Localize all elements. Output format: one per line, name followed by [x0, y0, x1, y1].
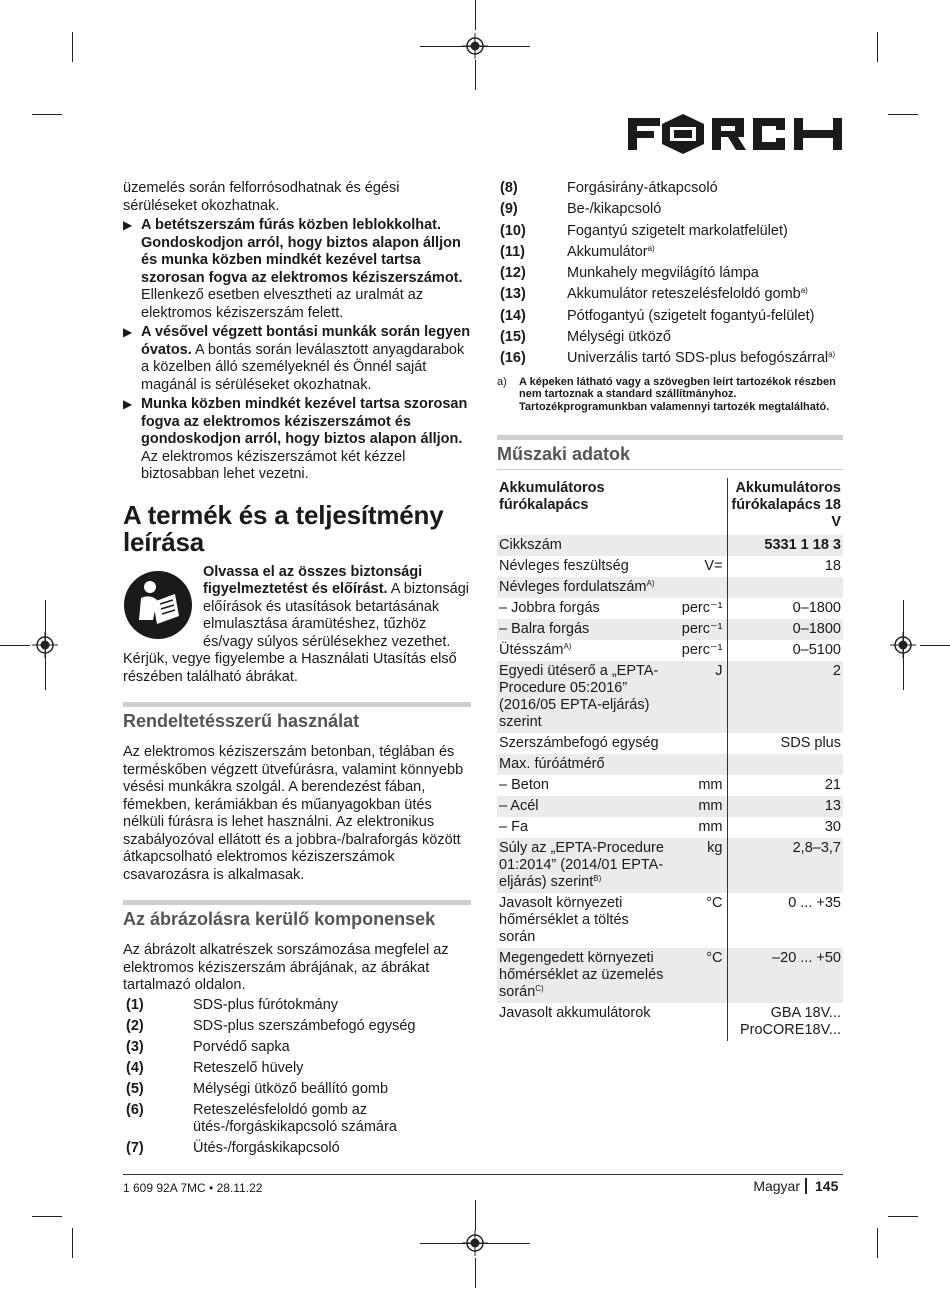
- item-label: Porvédő sapka: [193, 1038, 290, 1055]
- item-label: Be-/kikapcsoló: [567, 201, 662, 218]
- crop-mark: [888, 114, 918, 115]
- tech-data-table: [497, 478, 843, 1041]
- table-cell-unit: perc⁻¹: [669, 640, 727, 661]
- table-cell-unit: °C: [669, 893, 727, 948]
- list-item: [497, 265, 843, 283]
- item-number: (14): [500, 307, 526, 324]
- table-cell-value: 13: [727, 796, 843, 817]
- safety-normal: A biztonsági előírások és utasítások betartásának elmulasztása áramütéshez, tűzhöz és/vagy súlyos sérülésekhez vezethet.: [203, 581, 469, 650]
- list-item: [497, 350, 843, 368]
- crop-mark: [72, 32, 73, 62]
- table-cell-label: – Fa: [499, 819, 529, 836]
- table-cell-value: 0–1800: [727, 619, 843, 640]
- table-row: [497, 948, 843, 1003]
- components-intro: Az ábrázolt alkatrészek sorszámozása megfelel az elektromos kéziszerszám ábrájának, az ábrákat tartalmazó oldalon.: [123, 942, 449, 993]
- table-cell-label: – Beton: [499, 777, 549, 794]
- table-row: [497, 535, 843, 556]
- bullet-triangle-icon: ▶: [123, 397, 133, 411]
- footer-divider: [805, 1178, 807, 1194]
- warning-normal: Az elektromos kéziszerszámot két kézzel biztosabban lehet vezetni.: [141, 448, 406, 482]
- table-cell-label: Javasolt akkumulátorok: [499, 1005, 651, 1022]
- warning-bold: A betétszerszám fúrás közben leblokkolhat. Gondoskodjon arról, hogy biztos alapon álljon és munka közben mindkét kezével tartsa szorosan fogva az elektromos kéziszerszámot.: [141, 217, 463, 286]
- left-column: [123, 180, 471, 1161]
- item-number: (2): [126, 1017, 144, 1034]
- table-cell-value: 5331 1 18 3: [727, 535, 843, 556]
- item-number: (4): [126, 1059, 144, 1076]
- table-cell-value: [727, 577, 843, 598]
- crop-mark: [877, 32, 878, 62]
- registration-mark-icon: [890, 632, 916, 658]
- table-cell-label: Névleges feszültség: [499, 558, 629, 575]
- intro-paragraph: üzemelés során felforrósodhatnak és égési sérüléseket okozhatnak.: [123, 180, 400, 214]
- list-item: [123, 1060, 471, 1078]
- table-cell-unit: [669, 733, 727, 754]
- table-cell-value: 30: [824, 819, 841, 836]
- use-title: Rendeltetésszerű használat: [123, 702, 471, 732]
- document-id: 1 609 92A 7MC • 28.11.22: [123, 1181, 263, 1195]
- footnote: [497, 376, 843, 414]
- table-header-row: [497, 478, 843, 535]
- table-row: [497, 817, 843, 838]
- table-cell-value: 2: [727, 661, 843, 733]
- header-cell: [669, 478, 727, 535]
- table-cell-value: [727, 754, 843, 775]
- item-label: SDS-plus szerszámbefogó egység: [193, 1017, 416, 1034]
- table-row: [497, 775, 843, 796]
- table-cell-unit: perc⁻¹: [669, 598, 727, 619]
- table-cell-unit: kg: [669, 838, 727, 893]
- crop-mark: [32, 114, 62, 115]
- registration-mark-icon: [462, 33, 488, 59]
- warning-item: [123, 324, 471, 394]
- footer-rule: [123, 1174, 843, 1175]
- section-title: A termék és a teljesítmény leírása: [123, 499, 444, 557]
- item-label: Reteszelésfeloldó gomb az ütés-/forgáskikapcsoló számára: [193, 1101, 397, 1135]
- forch-logo: [628, 114, 842, 154]
- table-cell-label: Súly az „EPTA-Procedure 01:2014” (2014/01 EPTA-eljárás) szerint$^{B)}$: [497, 838, 669, 893]
- crop-mark: [475, 1258, 476, 1288]
- item-number: (16): [500, 350, 526, 367]
- safety-notice: [123, 564, 471, 652]
- table-cell-value: 0–5100: [792, 642, 841, 659]
- components-title: Az ábrázolásra kerülő komponensek: [123, 900, 471, 930]
- table-row: [497, 796, 843, 817]
- list-item: [123, 1018, 471, 1036]
- list-item: [497, 180, 843, 198]
- table-cell-label: – Jobbra forgás: [499, 600, 600, 617]
- item-label: Forgásirány-átkapcsoló: [567, 180, 718, 196]
- list-item: [497, 329, 843, 347]
- item-label: Ütés-/forgáskikapcsoló: [193, 1140, 340, 1156]
- table-cell-unit: mm: [669, 775, 727, 796]
- list-item: [123, 997, 471, 1015]
- item-number: (15): [500, 329, 526, 346]
- table-cell-value: –20 ... +50: [727, 948, 843, 1003]
- table-cell-value: 0 ... +35: [788, 895, 841, 912]
- footnote-text: A képeken látható vagy a szövegben leírt tartozékok részben nem tartoznak a standard szállítmányhoz. Tartozékprogramunkban valamennyi tartozék megtalálható.: [519, 375, 836, 413]
- warning-bold: A vésővel végzett bontási munkák során legyen óvatos.: [141, 324, 471, 358]
- item-number: (6): [126, 1101, 144, 1118]
- components-list: [123, 997, 471, 1158]
- item-number: (5): [126, 1080, 144, 1097]
- page-number: 145: [815, 1178, 839, 1194]
- table-cell-unit: V=: [669, 556, 727, 577]
- table-cell-label: Megengedett környezeti hőmérséklet az üzemelés során$^{C)}$: [497, 948, 669, 1003]
- table-row: [497, 838, 843, 893]
- warning-normal: A bontás során leválasztott anyagdarabok a közelben álló személyeknél és Önnél saját magánál is sérüléseket okozhatnak.: [141, 341, 465, 393]
- crop-mark: [877, 1228, 878, 1258]
- list-item: [123, 1039, 471, 1057]
- header-cell: Akkumulátoros fúrókalapács: [499, 480, 605, 514]
- warning-item: [123, 396, 471, 484]
- safety-bold: Olvassa el az összes biztonsági figyelmeztetést és előírást.: [203, 563, 423, 597]
- item-label: Munkahely megvilágító lámpa: [567, 265, 759, 282]
- item-number: (12): [500, 265, 526, 282]
- table-row: [497, 598, 843, 619]
- table-row: [497, 661, 843, 733]
- item-label: Pótfogantyú (szigetelt fogantyú-felület): [567, 307, 815, 324]
- tech-title: Műszaki adatok: [497, 435, 843, 465]
- warning-normal: Ellenkező esetben elvesztheti az uralmát az elektromos kéziszerszám felett.: [141, 287, 424, 321]
- table-cell-label: – Balra forgás: [497, 619, 669, 640]
- list-item: [497, 201, 843, 219]
- registration-mark-icon: [462, 1230, 488, 1256]
- warning-item: [123, 217, 471, 322]
- item-label: Fogantyú szigetelt markolatfelület): [567, 222, 788, 239]
- warning-bold: Munka közben mindkét kezével tartsa szorosan fogva az elektromos kéziszerszámot és gondoskodjon arról, hogy biztos alapon álljon.: [141, 396, 468, 447]
- table-cell-label: Egyedi ütéserő a „EPTA-Procedure 05:2016” (2016/05 EPTA-eljárás) szerint: [497, 661, 669, 733]
- table-cell-unit: [669, 577, 727, 598]
- table-cell-unit: [669, 1003, 727, 1041]
- table-cell-unit: perc⁻¹: [669, 619, 727, 640]
- item-label: Reteszelő hüvely: [193, 1059, 304, 1076]
- table-cell-unit: °C: [669, 948, 727, 1003]
- table-cell-label: Ütésszám$^{A)}$: [499, 642, 572, 659]
- crop-mark: [888, 1216, 918, 1217]
- item-number: (9): [500, 201, 518, 218]
- table-row: [497, 893, 843, 948]
- item-number: (7): [126, 1140, 144, 1156]
- list-item: [123, 1081, 471, 1099]
- table-cell-unit: mm: [669, 796, 727, 817]
- item-label: Univerzális tartó SDS-plus befogószárral$^{a)}$: [567, 350, 836, 367]
- table-cell-value: 18: [824, 558, 841, 575]
- crop-mark: [32, 1216, 62, 1217]
- item-label: Mélységi ütköző beállító gomb: [193, 1080, 389, 1097]
- table-cell-value: 0–1800: [792, 600, 841, 617]
- item-label: Akkumulátor$^{a)}$: [567, 243, 655, 260]
- table-row: [497, 1003, 843, 1041]
- item-number: (3): [126, 1038, 144, 1055]
- table-cell-value: GBA 18V... ProCORE18V...: [739, 1005, 841, 1039]
- list-item: [497, 223, 843, 241]
- item-number: (11): [500, 243, 525, 260]
- list-item: [123, 1102, 471, 1137]
- list-item: [123, 1140, 471, 1158]
- use-text: Az elektromos kéziszerszám betonban, téglában és terméskőben végzett ütvefúrásra, valamint könnyebb vésési munkákra szolgál. A berendezést fában, fémekben, kerámiákban és műanyagokban ütés nélküli fúrásra is lehet használni. Az elektronikus szabályozóval ellátott és a jobbra-/balraforgás között átkapcsolható elektromos kéziszerszámok csavarozásra is alkalmasak.: [123, 744, 464, 883]
- components-list-continued: [497, 180, 843, 368]
- item-label: SDS-plus fúrótokmány: [193, 996, 339, 1013]
- list-item: [497, 308, 843, 326]
- table-row: [497, 640, 843, 661]
- list-item: [497, 286, 843, 304]
- item-label: Mélységi ütköző: [567, 329, 671, 346]
- crop-mark: [920, 645, 950, 646]
- table-row: [497, 754, 843, 775]
- table-row: [497, 556, 843, 577]
- safety-text: [203, 564, 471, 652]
- item-number: (10): [500, 222, 526, 239]
- table-cell-value: 2,8–3,7: [727, 838, 843, 893]
- crop-mark: [475, 60, 476, 90]
- item-number: (1): [126, 996, 144, 1013]
- right-column: [497, 180, 843, 1041]
- item-label: Akkumulátor reteszelésfeloldó gomb$^{a)}$: [567, 286, 808, 303]
- header-cell: Akkumulátoros fúrókalapács 18 V: [731, 480, 841, 531]
- crop-mark: [475, 1200, 476, 1230]
- table-cell-unit: mm: [669, 817, 727, 838]
- table-cell-label: Cikkszám: [497, 535, 669, 556]
- table-cell-label: Névleges fordulatszám$^{A)}$: [497, 577, 669, 598]
- table-cell-unit: J: [669, 661, 727, 733]
- crop-mark: [72, 1228, 73, 1258]
- figure-note: Kérjük, vegye figyelembe a Használati Utasítás első részében található ábrákat.: [123, 651, 457, 685]
- table-cell-value: SDS plus: [780, 735, 841, 752]
- table-cell-label: Javasolt környezeti hőmérséklet a töltés során: [499, 895, 629, 946]
- table-row: [497, 619, 843, 640]
- item-number: (13): [500, 286, 526, 303]
- table-cell-unit: [669, 754, 727, 775]
- table-cell-unit: [669, 535, 727, 556]
- bullet-triangle-icon: ▶: [123, 325, 133, 339]
- crop-mark: [0, 645, 30, 646]
- registration-mark-icon: [32, 632, 58, 658]
- read-manual-icon: [123, 570, 193, 640]
- table-cell-label: – Acél: [497, 796, 669, 817]
- table-cell-value: 21: [824, 777, 841, 794]
- table-row: [497, 577, 843, 598]
- list-item: [497, 244, 843, 262]
- table-row: [497, 733, 843, 754]
- table-cell-label: Max. fúróátmérő: [497, 754, 669, 775]
- footnote-marker: a): [497, 375, 507, 388]
- crop-mark: [475, 0, 476, 30]
- item-number: (8): [500, 180, 518, 196]
- page-language: Magyar: [753, 1178, 800, 1194]
- table-cell-label: Szerszámbefogó egység: [499, 735, 659, 752]
- bullet-triangle-icon: ▶: [123, 218, 133, 232]
